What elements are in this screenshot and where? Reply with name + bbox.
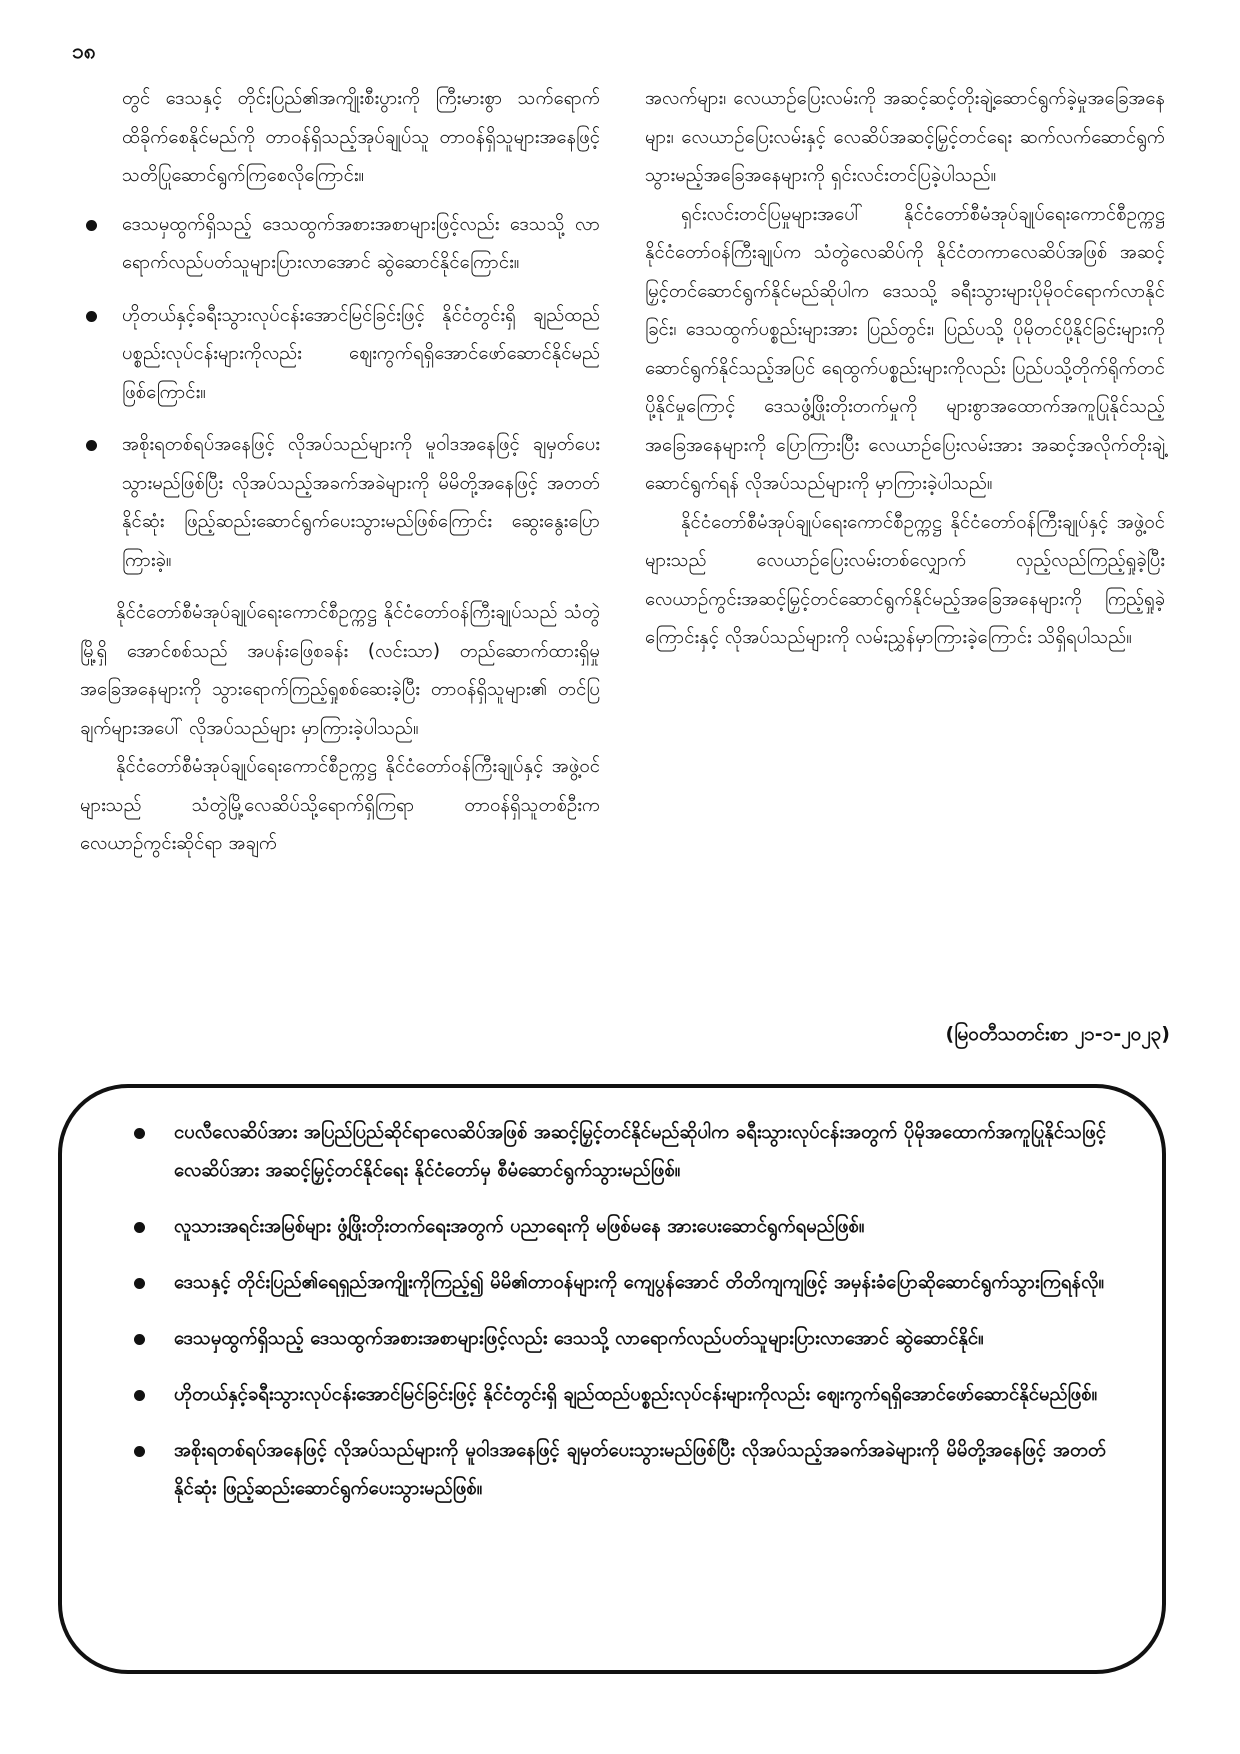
right-column — [645, 80, 1165, 658]
paragraph: နိုင်ငံတော်စီမံအုပ်ချုပ်ရေးကောင်စီဥက္ကဋ္ဌ နိုင်ငံတော်ဝန်ကြီးချုပ်နှင့် အဖွဲ့ဝင်များသည် သံတွဲမြို့လေဆိပ်သို့ရောက်ရှိကြရာ တာဝန်ရှိသူတစ်ဦးက လေယာဉ်ကွင်းဆိုင်ရာ အချက် — [80, 756, 600, 854]
paragraph: နိုင်ငံတော်စီမံအုပ်ချုပ်ရေးကောင်စီဥက္ကဋ္ဌ နိုင်ငံတော်ဝန်ကြီးချုပ်နှင့် အဖွဲ့ဝင်များသည် လေယာဉ်ပြေးလမ်းတစ်လျှောက် လှည့်လည်ကြည့်ရှုခဲ့ပြီး လေယာဉ်ကွင်းအဆင့်မြှင့်တင်ဆောင်ရွက်နိုင်မည့်အခြေအနေများကို ကြည့်ရှုခဲ့ကြောင်းနှင့် လိုအပ်သည်များကို လမ်းညွှန်မှာကြားခဲ့ကြောင်း သိရှိရပါသည်။ — [645, 511, 1165, 648]
list-item-text: အစိုးရတစ်ရပ်အနေဖြင့် လိုအပ်သည်များကို မူဝါဒအနေဖြင့် ချမှတ်ပေးသွားမည်ဖြစ်ပြီး လိုအပ်သည့်အခက်အခဲများကို မိမိတို့အနေဖြင့် အတတ်နိုင်ဆုံး ဖြည့်ဆည်းဆောင်ရွက်ပေးသွားမည်ဖြစ်ကြောင်း ဆွေးနွေးပြောကြားခဲ့။ — [122, 434, 600, 571]
bullet-icon — [86, 311, 97, 322]
summary-item — [128, 1208, 1106, 1246]
summary-item — [128, 1320, 1106, 1358]
paragraph: နိုင်ငံတော်စီမံအုပ်ချုပ်ရေးကောင်စီဥက္ကဋ္ဌ နိုင်ငံတော်ဝန်ကြီးချုပ်သည် သံတွဲမြို့ရှိ အောင်စစ်သည် အပန်းဖြေစခန်း (လင်းသာ) တည်ဆောက်ထားရှိမှုအခြေအနေများကို သွားရောက်ကြည့်ရှုစစ်ဆေးခဲ့ပြီး တာဝန်ရှိသူများ၏ တင်ပြချက်များအပေါ် လိုအပ်သည်များ မှာကြားခဲ့ပါသည်။ — [80, 602, 600, 739]
bullet-icon — [134, 1334, 145, 1345]
list-item-text: ဒေသမှထွက်ရှိသည့် ဒေသထွက်အစားအစာများဖြင့်လည်း ဒေသသို့ လာရောက်လည်ပတ်သူများပြားလာအောင် ဆွဲဆောင်နိုင်ကြောင်း။ — [122, 213, 600, 273]
summary-item — [128, 1264, 1106, 1302]
paragraph-continued: တွင် ဒေသနှင့် တိုင်းပြည်၏အကျိုးစီးပွားကို ကြီးမားစွာ သက်ရောက်ထိခိုက်စေနိုင်မည်ကို တာဝန်ရှိသည့်အုပ်ချုပ်သူ တာဝန်ရှိသူများအနေဖြင့် သတိပြုဆောင်ရွက်ကြစေလိုကြောင်း။ — [122, 88, 600, 186]
bullet-icon — [134, 1446, 145, 1457]
summary-item-text: ဒေသမှထွက်ရှိသည့် ဒေသထွက်အစားအစာများဖြင့်လည်း ဒေသသို့ လာရောက်လည်ပတ်သူများပြားလာအောင် ဆွဲဆောင်နိုင်။ — [174, 1328, 984, 1349]
summary-item — [128, 1376, 1106, 1414]
summary-item-text: အစိုးရတစ်ရပ်အနေဖြင့် လိုအပ်သည်များကို မူဝါဒအနေဖြင့် ချမှတ်ပေးသွားမည်ဖြစ်ပြီး လိုအပ်သည့်အခက်အခဲများကို မိမိတို့အနေဖြင့် အတတ်နိုင်ဆုံး ဖြည့်ဆည်းဆောင်ရွက်ပေးသွားမည်ဖြစ်။ — [174, 1440, 1106, 1499]
summary-item — [128, 1114, 1106, 1190]
list-item — [80, 297, 600, 413]
paragraph: ရှင်းလင်းတင်ပြမှုများအပေါ် နိုင်ငံတော်စီမံအုပ်ချုပ်ရေးကောင်စီဥက္ကဋ္ဌ နိုင်ငံတော်ဝန်ကြီးချုပ်က သံတွဲလေဆိပ်ကို နိုင်ငံတကာလေဆိပ်အဖြစ် အဆင့်မြှင့်တင်ဆောင်ရွက်နိုင်မည်ဆိုပါက ဒေသသို့ ခရီးသွားများပိုမိုဝင်ရောက်လာနိုင်ခြင်း၊ ဒေသထွက်ပစ္စည်းများအား ပြည်တွင်း၊ ပြည်ပသို့ ပိုမိုတင်ပို့နိုင်ခြင်းများကို ဆောင်ရွက်နိုင်သည့်အပြင် ရေထွက်ပစ္စည်းများကိုလည်း ပြည်ပသို့တိုက်ရိုက်တင်ပို့နိုင်မှုကြောင့် ဒေသဖွံ့ဖြိုးတိုးတက်မှုကို များစွာအထောက်အကူပြုနိုင်သည့် အခြေအနေများကို ပြောကြားပြီး လေယာဉ်ပြေးလမ်းအား အဆင့်အလိုက်တိုးချဲ့ဆောင်ရွက်ရန် လိုအပ်သည်များကို မှာကြားခဲ့ပါသည်။ — [645, 203, 1165, 494]
summary-item-text: ငပလီလေဆိပ်အား အပြည်ပြည်ဆိုင်ရာလေဆိပ်အဖြစ် အဆင့်မြှင့်တင်နိုင်မည်ဆိုပါက ခရီးသွားလုပ်ငန်းအတွက် ပိုမိုအထောက်အကူပြုနိုင်သဖြင့် လေဆိပ်အား အဆင့်မြှင့်တင်နိုင်ရေး နိုင်ငံတော်မှ စီမံဆောင်ရွက်သွားမည်ဖြစ်။ — [174, 1122, 1106, 1181]
bullet-icon — [134, 1390, 145, 1401]
list-item — [80, 206, 600, 283]
bullet-icon — [86, 220, 97, 231]
bullet-icon — [86, 440, 97, 451]
bullet-icon — [134, 1278, 145, 1289]
summary-box — [58, 1084, 1166, 1674]
list-item-text: ဟိုတယ်နှင့်ခရီးသွားလုပ်ငန်းအောင်မြင်ခြင်းဖြင့် နိုင်ငံတွင်းရှိ ချည်ထည်ပစ္စည်းလုပ်ငန်းများကိုလည်း ဈေးကွက်ရရှိအောင်ဖော်ဆောင်နိုင်မည်ဖြစ်ကြောင်း။ — [122, 304, 600, 403]
bullet-list — [80, 206, 600, 581]
page-number: ၁၈ — [72, 39, 96, 63]
list-item — [80, 426, 600, 580]
summary-list — [128, 1114, 1106, 1508]
summary-item-text: လူသားအရင်းအမြစ်များ ဖွံ့ဖြိုးတိုးတက်ရေးအတွက် ပညာရေးကို မဖြစ်မနေ အားပေးဆောင်ရွက်ရမည်ဖြစ်။ — [174, 1216, 865, 1237]
left-column — [80, 80, 600, 864]
bullet-icon — [134, 1222, 145, 1233]
source-citation: (မြဝတီသတင်းစာ ၂၁-၁-၂၀၂၃) — [945, 1023, 1170, 1045]
summary-item-text: ဟိုတယ်နှင့်ခရီးသွားလုပ်ငန်းအောင်မြင်ခြင်းဖြင့် နိုင်ငံတွင်းရှိ ချည်ထည်ပစ္စည်းလုပ်ငန်းများကိုလည်း ဈေးကွက်ရရှိအောင်ဖော်ဆောင်နိုင်မည်ဖြစ်။ — [174, 1384, 1098, 1405]
summary-item-text: ဒေသနှင့် တိုင်းပြည်၏ရေရှည်အကျိုးကိုကြည့်၍ မိမိ၏တာဝန်များကို ကျေပွန်အောင် တိတိကျကျဖြင့် အမှန်းခံပြောဆိုဆောင်ရွက်သွားကြရန်လို။ — [174, 1272, 1105, 1293]
bullet-icon — [134, 1128, 145, 1139]
summary-item — [128, 1432, 1106, 1508]
paragraph: အလက်များ၊ လေယာဉ်ပြေးလမ်းကို အဆင့်ဆင့်တိုးချဲ့ဆောင်ရွက်ခဲ့မှုအခြေအနေများ၊ လေယာဉ်ပြေးလမ်းနှင့် လေဆိပ်အဆင့်မြှင့်တင်ရေး ဆက်လက်ဆောင်ရွက်သွားမည့်အခြေအနေများကို ရှင်းလင်းတင်ပြခဲ့ပါသည်။ — [645, 88, 1165, 186]
article-body — [80, 80, 1170, 1020]
